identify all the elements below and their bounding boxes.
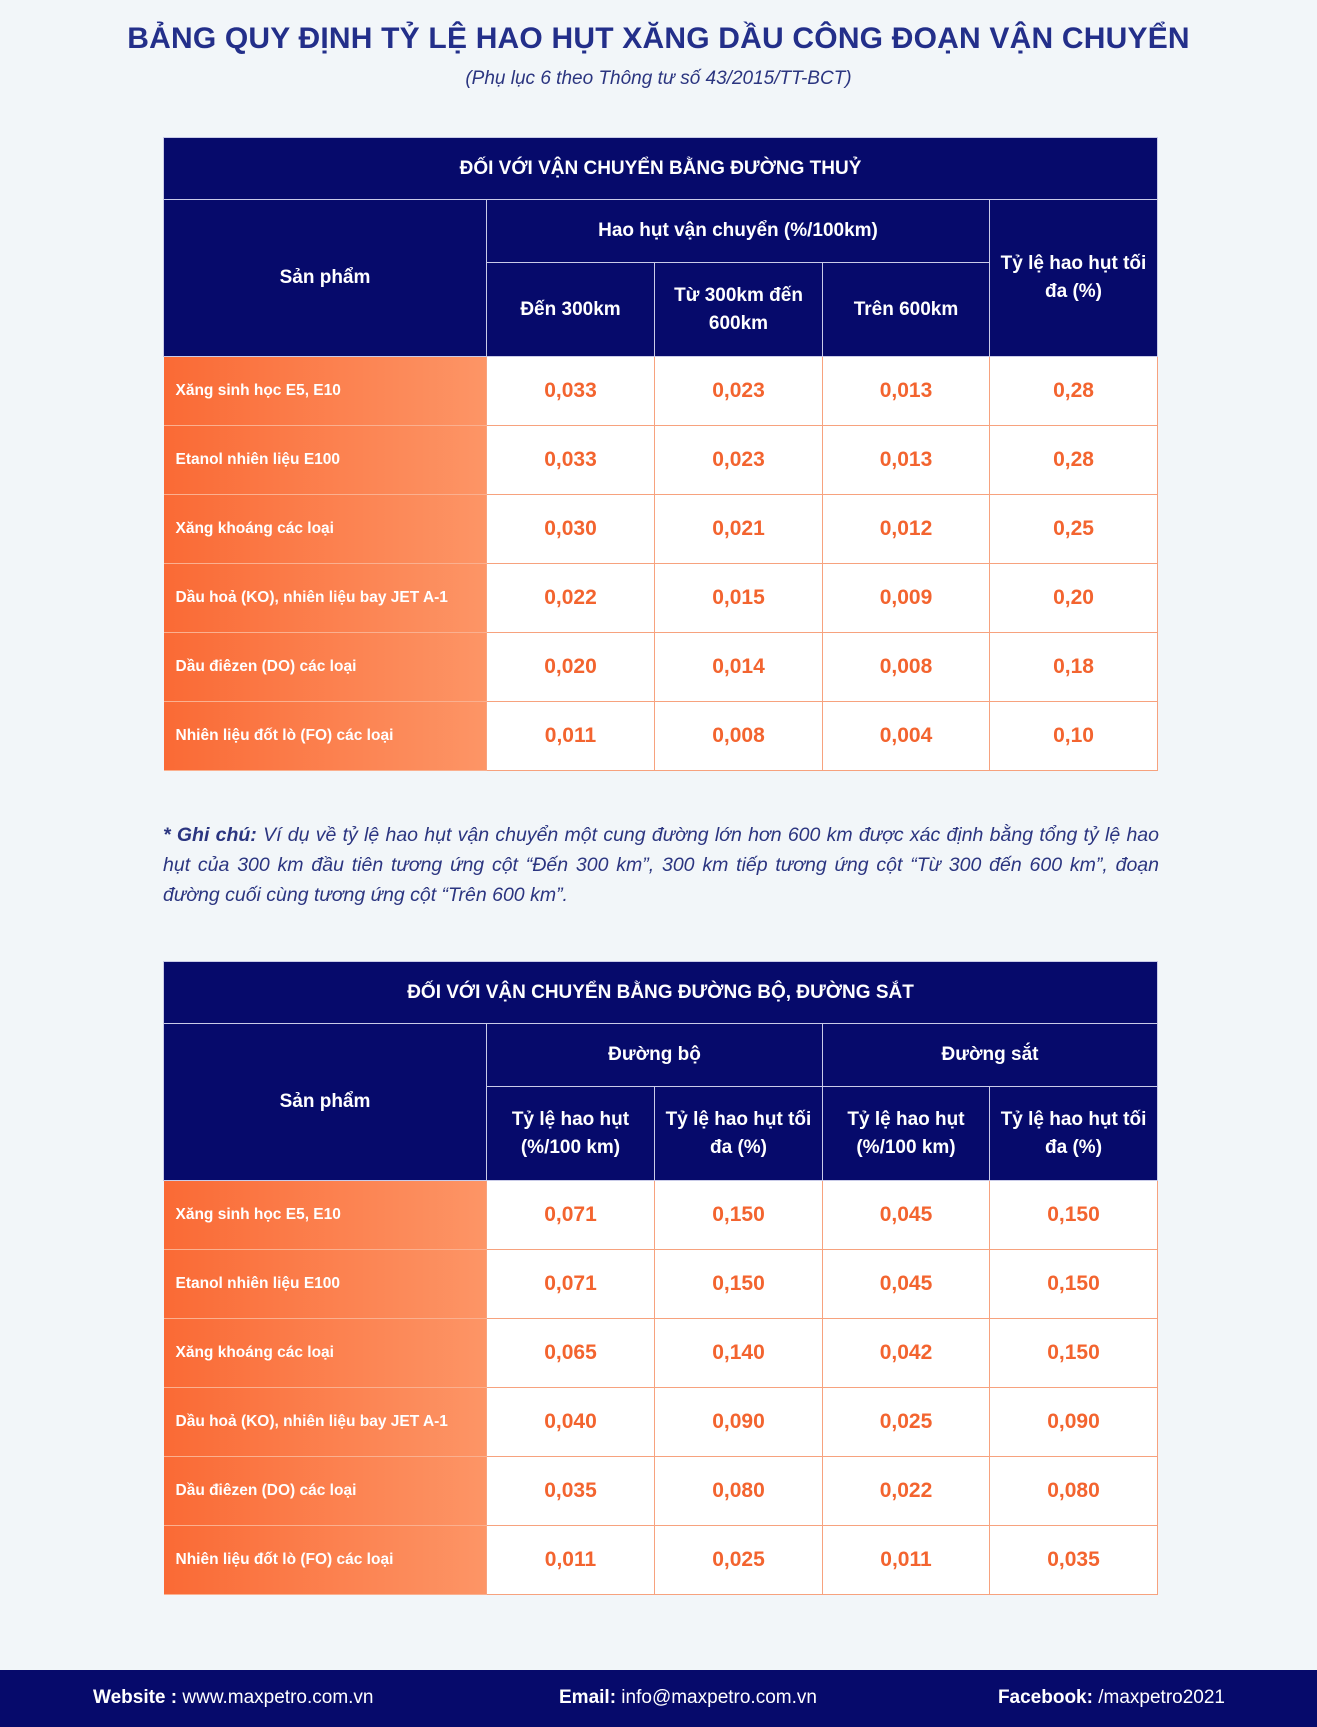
value-cell: 0,150: [990, 1250, 1158, 1319]
value-cell: 0,011: [487, 1526, 655, 1595]
value-cell: 0,004: [823, 702, 990, 771]
value-cell: 0,080: [655, 1457, 823, 1526]
table-row: [164, 1457, 1158, 1526]
col-road-loss-rate: Tỷ lệ hao hụt (%/100 km): [487, 1087, 655, 1181]
product-name: Etanol nhiên liệu E100: [164, 1250, 487, 1319]
value-cell: 0,28: [990, 357, 1158, 426]
note-label: * Ghi chú:: [163, 824, 257, 846]
footer-facebook[interactable]: [998, 1687, 1225, 1709]
value-cell: 0,008: [655, 702, 823, 771]
product-name: Xăng sinh học E5, E10: [164, 1181, 487, 1250]
value-cell: 0,013: [823, 426, 990, 495]
note-paragraph: [163, 820, 1159, 910]
product-name: Dầu điêzen (DO) các loại: [164, 633, 487, 702]
note-text: Ví dụ về tỷ lệ hao hụt vận chuyển một cung đường lớn hơn 600 km được xác định bằng tổng tỷ lệ hao hụt của 300 km đầu tiên tương ứng cột “Đến 300 km”, 300 km tiếp tương ứng cột “Từ 300 đến 600 km”, đoạn đường cuối cùng tương ứng cột “Trên 600 km”.: [163, 824, 1159, 906]
product-name: Etanol nhiên liệu E100: [164, 426, 487, 495]
value-cell: 0,071: [487, 1250, 655, 1319]
value-cell: 0,030: [487, 495, 655, 564]
col-rail-max-loss: Tỷ lệ hao hụt tối đa (%): [990, 1087, 1158, 1181]
value-cell: 0,071: [487, 1181, 655, 1250]
table-row: [164, 633, 1158, 702]
value-cell: 0,015: [655, 564, 823, 633]
value-cell: 0,022: [823, 1457, 990, 1526]
website-label: Website :: [93, 1687, 178, 1708]
value-cell: 0,011: [487, 702, 655, 771]
table-row: [164, 564, 1158, 633]
value-cell: 0,065: [487, 1319, 655, 1388]
footer-website[interactable]: [93, 1687, 374, 1709]
table-row: [164, 426, 1158, 495]
col-rail-loss-rate: Tỷ lệ hao hụt (%/100 km): [823, 1087, 990, 1181]
value-cell: 0,023: [655, 426, 823, 495]
product-name: Xăng khoáng các loại: [164, 1319, 487, 1388]
facebook-link[interactable]: /maxpetro2021: [1092, 1687, 1225, 1708]
land-table-banner: ĐỐI VỚI VẬN CHUYỂN BẰNG ĐƯỜNG BỘ, ĐƯỜNG SẮT: [164, 962, 1158, 1024]
email-label: Email:: [559, 1687, 617, 1708]
value-cell: 0,023: [655, 357, 823, 426]
value-cell: 0,140: [655, 1319, 823, 1388]
value-cell: 0,20: [990, 564, 1158, 633]
col-over-600km: Trên 600km: [823, 263, 990, 357]
value-cell: 0,022: [487, 564, 655, 633]
value-cell: 0,035: [487, 1457, 655, 1526]
value-cell: 0,045: [823, 1181, 990, 1250]
table-row: [164, 1250, 1158, 1319]
value-cell: 0,025: [823, 1388, 990, 1457]
product-name: Xăng sinh học E5, E10: [164, 357, 487, 426]
table-row: [164, 1181, 1158, 1250]
value-cell: 0,035: [990, 1526, 1158, 1595]
road-rail-transport-table: [163, 961, 1158, 1595]
value-cell: 0,28: [990, 426, 1158, 495]
table-row: [164, 495, 1158, 564]
product-name: Dầu điêzen (DO) các loại: [164, 1457, 487, 1526]
water-transport-table: [163, 137, 1158, 771]
max-loss-header: Tỷ lệ hao hụt tối đa (%): [990, 200, 1158, 357]
value-cell: 0,080: [990, 1457, 1158, 1526]
table-row: [164, 1526, 1158, 1595]
value-cell: 0,150: [990, 1319, 1158, 1388]
value-cell: 0,150: [990, 1181, 1158, 1250]
value-cell: 0,033: [487, 357, 655, 426]
footer-email[interactable]: [559, 1687, 817, 1709]
value-cell: 0,020: [487, 633, 655, 702]
value-cell: 0,150: [655, 1181, 823, 1250]
rail-header: Đường sắt: [823, 1024, 1158, 1087]
value-cell: 0,150: [655, 1250, 823, 1319]
road-header: Đường bộ: [487, 1024, 823, 1087]
facebook-label: Facebook:: [997, 1687, 1093, 1708]
value-cell: 0,021: [655, 495, 823, 564]
product-name: Xăng khoáng các loại: [164, 495, 487, 564]
product-name: Dầu hoả (KO), nhiên liệu bay JET A-1: [164, 1388, 487, 1457]
value-cell: 0,033: [487, 426, 655, 495]
value-cell: 0,042: [823, 1319, 990, 1388]
table-row: [164, 1319, 1158, 1388]
value-cell: 0,25: [990, 495, 1158, 564]
water-table-banner: ĐỐI VỚI VẬN CHUYỂN BẰNG ĐƯỜNG THUỶ: [164, 138, 1158, 200]
water-table-body: [164, 357, 1158, 771]
footer-bar: [0, 1670, 1317, 1727]
col-300-to-600km: Từ 300km đến 600km: [655, 263, 823, 357]
loss-group-header: Hao hụt vận chuyển (%/100km): [487, 200, 990, 263]
value-cell: 0,011: [823, 1526, 990, 1595]
value-cell: 0,025: [655, 1526, 823, 1595]
product-header: Sản phẩm: [164, 200, 487, 357]
website-link[interactable]: www.maxpetro.com.vn: [177, 1687, 374, 1708]
value-cell: 0,090: [655, 1388, 823, 1457]
product-name: Dầu hoả (KO), nhiên liệu bay JET A-1: [164, 564, 487, 633]
product-name: Nhiên liệu đốt lò (FO) các loại: [164, 1526, 487, 1595]
col-up-to-300km: Đến 300km: [487, 263, 655, 357]
product-header: Sản phẩm: [164, 1024, 487, 1181]
value-cell: 0,040: [487, 1388, 655, 1457]
value-cell: 0,009: [823, 564, 990, 633]
table-row: [164, 1388, 1158, 1457]
product-name: Nhiên liệu đốt lò (FO) các loại: [164, 702, 487, 771]
email-link[interactable]: info@maxpetro.com.vn: [616, 1687, 817, 1708]
value-cell: 0,045: [823, 1250, 990, 1319]
value-cell: 0,013: [823, 357, 990, 426]
land-table-body: [164, 1181, 1158, 1595]
value-cell: 0,014: [655, 633, 823, 702]
value-cell: 0,008: [823, 633, 990, 702]
col-road-max-loss: Tỷ lệ hao hụt tối đa (%): [655, 1087, 823, 1181]
page-title: BẢNG QUY ĐỊNH TỶ LỆ HAO HỤT XĂNG DẦU CÔNG ĐOẠN VẬN CHUYỂN: [127, 22, 1190, 55]
page-subtitle: (Phụ lục 6 theo Thông tư số 43/2015/TT-BCT): [465, 68, 852, 89]
value-cell: 0,18: [990, 633, 1158, 702]
table-row: [164, 357, 1158, 426]
value-cell: 0,012: [823, 495, 990, 564]
value-cell: 0,090: [990, 1388, 1158, 1457]
table-row: [164, 702, 1158, 771]
value-cell: 0,10: [990, 702, 1158, 771]
